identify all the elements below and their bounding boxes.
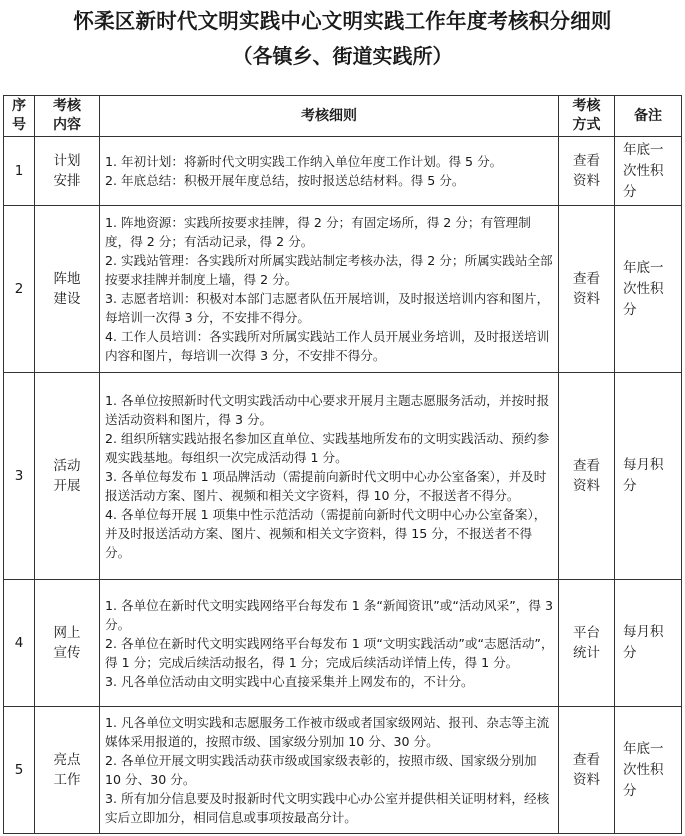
row-seq: 2 [4,206,35,373]
document-subtitle: （各镇乡、街道实践所） [232,44,453,68]
row-method: 查看 资料 [559,206,615,373]
row-content: 阵地 建设 [35,206,100,373]
scoring-table [3,95,682,834]
row-details: 1. 凡各单位文明实践和志愿服务工作被市级或者国家级网站、报刊、杂志等主流媒体采用报道的，按照市级、国家级分别加 10 分、30 分。 2. 各单位开展文明实践活动获市级或国家级表彰的，按照市级、国家级分别加 10 分、30 分。 3. 所有加分信息要及时报新时代文明实践中心办公室并提供相关证明材料，经核实后立即加分，相同信息或事项按最高分计。 [100,707,559,834]
table-row [4,707,682,834]
row-remark: 年底一 次性积 分 [615,137,682,206]
row-remark: 年底一 次性积 分 [615,707,682,834]
document-title: 怀柔区新时代文明实践中心文明实践工作年度考核积分细则 [73,9,612,33]
row-method: 查看 资料 [559,137,615,206]
row-remark: 每月积 分 [615,580,682,707]
row-content: 网上 宣传 [35,580,100,707]
table-row [4,580,682,707]
row-remark: 每月积 分 [615,373,682,580]
row-seq: 1 [4,137,35,206]
header-details: 考核细则 [100,96,559,137]
row-details: 1. 各单位在新时代文明实践网络平台每发布 1 条“新闻资讯”或“活动风采”，得 3 分。 2. 各单位在新时代文明实践网络平台每发布 1 项“文明实践活动”或“志愿活动”，得 1 分；完成后续活动报名，得 1 分；完成后续活动详情上传，得 1 分。 3. 凡各单位活动由文明实践中心直接采集并上网发布的，不计分。 [100,580,559,707]
table-row [4,206,682,373]
header-seq: 序 号 [4,96,35,137]
row-details: 1. 各单位按照新时代文明实践活动中心要求开展月主题志愿服务活动，并按时报送活动资料和图片，得 3 分。 2. 组织所辖实践站报名参加区直单位、实践基地所发布的文明实践活动、预约参观实践基地。每组织一次完成活动得 1 分。 3. 各单位每发布 1 项品牌活动（需提前向新时代文明中心办公室备案），并及时报送活动方案、图片、视频和相关文字资料，得 10 分，不报送者不得分。 4. 各单位每开展 1 项集中性示范活动（需提前向新时代文明中心办公室备案），并及时报送活动方案、图片、视频和相关文字资料，得 15 分，不报送者不得分。 [100,373,559,580]
row-method: 查看 资料 [559,373,615,580]
header-method: 考核 方式 [559,96,615,137]
row-method: 平台 统计 [559,580,615,707]
row-seq: 3 [4,373,35,580]
table-row [4,137,682,206]
row-details: 1. 阵地资源：实践所按要求挂牌，得 2 分；有固定场所，得 2 分；有管理制度，得 2 分；有活动记录，得 2 分。 2. 实践站管理：各实践所对所属实践站制定考核办法，得 2 分；所属实践站全部按要求挂牌并制度上墙，得 2 分。 3. 志愿者培训：积极对本部门志愿者队伍开展培训，及时报送培训内容和图片，每培训一次得 3 分，不安排不得分。 4. 工作人员培训：各实践所对所属实践站工作人员开展业务培训，及时报送培训内容和图片，每培训一次得 3 分，不安排不得分。 [100,206,559,373]
table-row [4,373,682,580]
row-seq: 4 [4,580,35,707]
row-content: 亮点 工作 [35,707,100,834]
row-content: 计划 安排 [35,137,100,206]
row-remark: 年底一 次性积 分 [615,206,682,373]
header-content: 考核 内容 [35,96,100,137]
row-seq: 5 [4,707,35,834]
row-details: 1. 年初计划：将新时代文明实践工作纳入单位年度工作计划。得 5 分。 2. 年底总结：积极开展年度总结，按时报送总结材料。得 5 分。 [100,137,559,206]
table-header-row [4,96,682,137]
header-remark: 备注 [615,96,682,137]
row-method: 查看 资料 [559,707,615,834]
row-content: 活动 开展 [35,373,100,580]
